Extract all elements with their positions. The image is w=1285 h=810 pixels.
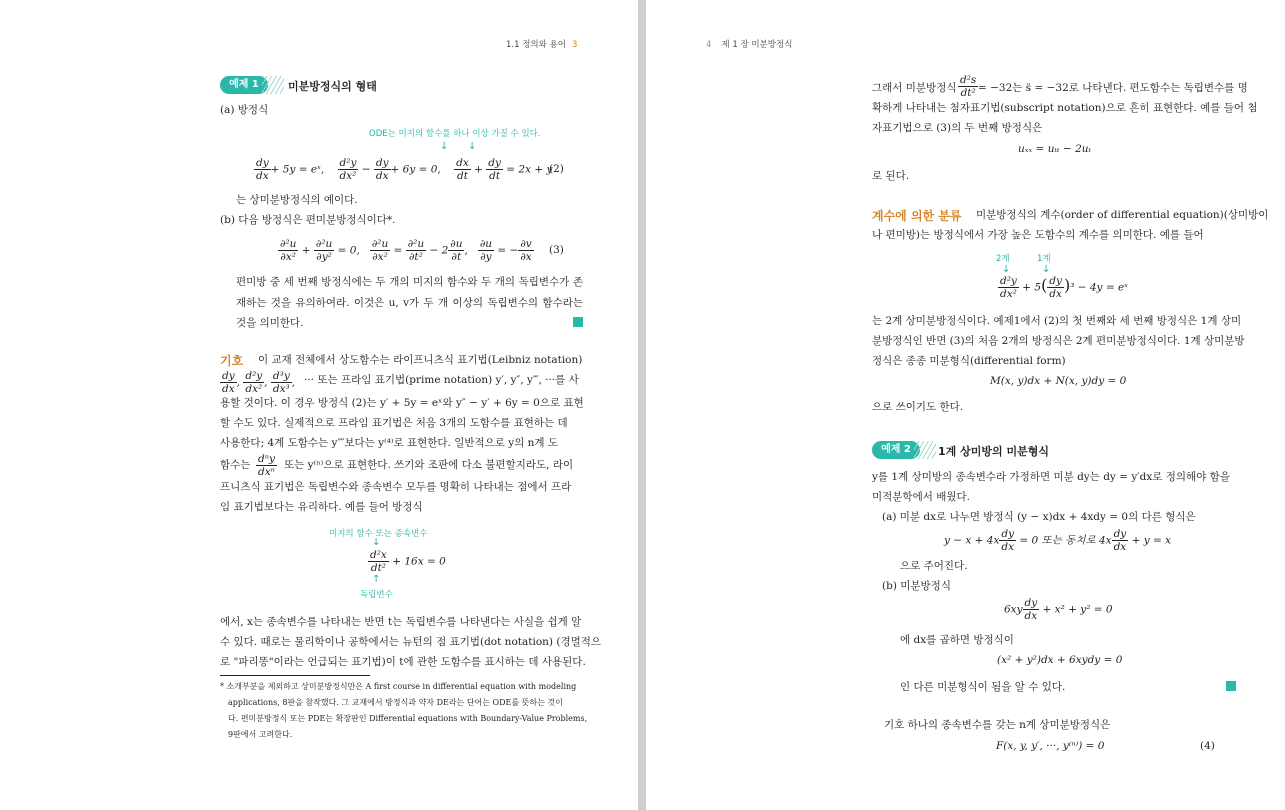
nth-derivative: $\frac{\text{dⁿy}}{\text{dxⁿ}}$ [258,453,275,478]
example-1-b-label: (b) 다음 방정식은 편미분방정식이다*. [220,214,396,226]
order-after: 으로 쓰이기도 한다. [872,401,964,413]
top-line-3: 자표기법으로 (3)의 두 번째 방정식은 [872,122,1043,134]
equation-3: $\frac{\text{∂²u}}{\text{∂x²}}$ + $\frac{\text{∂²u}}{\text{∂y²}}$ = 0, $\frac{\text{∂²u}}{\text{∂x²}}$ = $\frac{\text{∂²u}}{\text{∂t²}}$ − 2 $\frac{\partial u}{\partial t}$ , $\frac{\partial u}{\partial y}$ = − $\frac{\partial v}{\partial x}$ [280,238,532,263]
top-line-1-start: 그래서 미분방정식 [872,82,957,94]
example-2-b: (b) 미분방정식 [882,580,951,592]
notation-line-10: 수 있다. 때로는 물리학이나 공학에서는 뉴턴의 점 표기법(dot notation) (경멸적으 [220,636,602,648]
order-p3: 정식은 종종 미분형식(differential form) [872,355,1066,367]
example-2-a: (a) 미분 dx로 나누면 방정식 (y − x)dx + 4xdy = 0의 다른 형식은 [882,511,1196,523]
order-example-equation: $\frac{\text{d²y}}{\text{dx²}}$ + 5( $\frac{dy}{dx}$ )³ − 4y = eˣ [1000,275,1128,300]
top-line-1-end: = −32는 s̈ = −32로 나타낸다. 편도함수는 독립변수를 명 [978,82,1248,94]
notation-line-6: 또는 y⁽ⁿ⁾으로 표현한다. 쓰기와 조판에 다소 불편할지라도, 라이 [284,459,574,471]
notation-line-1: 이 교재 전체에서 상도함수는 라이프니츠식 표기법(Leibniz notation) [258,354,583,366]
notation-line-3: 용할 것이다. 이 경우 방정식 (2)는 y′ + 5y = eˣ와 y″ − y′ + 6y = 0으로 표현 [220,397,584,409]
eq3-number: (3) [549,244,564,256]
order-term: 계수에 의한 분류 [872,209,962,223]
label-first-order: 1계 [1037,254,1051,264]
example-2-a-after: 으로 주어진다. [900,560,968,572]
footnote-line-4: 9판에서 고려한다. [228,730,293,739]
end-of-example-mark [1226,681,1236,691]
order-p2: 분방정식인 반면 (3)의 처음 2개의 방정식은 2계 편미분방정식이다. 1계 상미분방 [872,335,1245,347]
end-of-example-mark [573,317,583,327]
example-2-line-1: y를 1계 상미방의 종속변수라 가정하면 미분 dy는 dy = y′dx로 정의해야 함을 [872,471,1230,483]
footnote-rule [220,675,370,676]
top-after: 로 된다. [872,170,910,182]
example-1-title: 미분방정식의 형태 [288,80,377,93]
order-eq-tail: − 4y = eˣ [1077,281,1128,294]
arrow-down-icon: ↓ [372,537,381,548]
example-equation-rhs: + 16x = 0 [392,555,446,568]
differential-form-equation: M(x, y)dx + N(x, y)dy = 0 [990,375,1127,387]
running-header-left [506,38,577,50]
equation-2: $\frac{dy}{dx}$ + 5y = eˣ, $\frac{\text{d²y}}{\text{dx²}}$ − $\frac{dy}{dx}$ + 6y = 0, $\frac{dx}{dt}$ + $\frac{dy}{dt}$ = 2x + y [256,157,553,182]
example-2-b-equation-2: (x² + y²)dx + 6xydy = 0 [997,654,1123,666]
eq2-number: (2) [549,163,564,175]
notation-line-7: 프니츠식 표기법은 독립변수와 종속변수 모두를 명확히 나타내는 점에서 프라 [220,481,572,493]
notation-line-6-prefix: 함수는 [220,459,251,471]
general-form-equation: F(x, y, y′, ···, y⁽ⁿ⁾) = 0 [996,740,1105,752]
example-2-badge: 예제 2 [872,441,920,459]
arrow-up-icon: ↑ [372,574,381,585]
example-2-a-equation: y − x + 4x $\frac{dy}{dx}$ = 0 또는 동치로 4x $\frac{dy}{dx}$ + y = x [944,528,1172,553]
d2s-dt2: $\frac{\text{d²s}}{\text{dt²}}$ [960,74,977,99]
example-1-paragraph: 편미방 중 세 번째 방정식에는 두 개의 미지의 함수와 두 개의 독립변수가 존재하는 것을 유의하여라. 이것은 u, v가 두 개 이상의 독립변수의 함수라는 것을 의미한다. [236,276,583,329]
eq2-term1: + 5y = eˣ, [270,163,325,176]
dependent-variable-note: 미지의 함수 또는 종속변수 [329,529,428,539]
label-second-order: 2계 [996,254,1010,264]
arrow-down-icon: ↓ [1042,264,1051,275]
subscript-equation: uₓₓ = uₜₜ − 2uₜ [1018,143,1092,155]
footnote-line-2: applications, 8판을 참작했다. 그 교재에서 방정식과 약자 DE라는 단어는 ODE를 뜻하는 것이 [228,698,563,707]
example-1-badge: 예제 1 [220,76,268,94]
arrow-down-icon: ↓ [468,141,477,152]
page-number-right: 4 [706,40,712,50]
example-1-a-label: (a) 방정식 [220,104,269,116]
notation-derivatives: $\frac{dy}{dx}$ , $\frac{\text{d²y}}{\text{dx²}}$ , $\frac{\text{d³y}}{\text{dx³}}$ , [222,370,296,395]
book-gutter [638,0,646,810]
independent-variable-note: 독립변수 [360,590,393,600]
right-page [646,0,1285,810]
example-2-line-2: 미적분학에서 배웠다. [872,491,970,503]
notation-line-9: 에서, x는 종속변수를 나타내는 반면 t는 독립변수를 나타낸다는 사실을 쉽게 알 [220,616,582,628]
top-line-2: 확하게 나타내는 첨자표기법(subscript notation)으로 흔히 표현한다. 예를 들어 첨 [872,102,1258,114]
nth-order-intro: 기호 하나의 종속변수를 갖는 n계 상미분방정식은 [884,719,1111,731]
order-line-1: 미분방정식의 계수(order of differential equation)(상미방이 [976,209,1269,221]
left-page [0,0,638,810]
eq4-number: (4) [1200,740,1215,752]
order-line-2: 나 편미방)는 방정식에서 가장 높은 도함수의 계수를 의미한다. 예를 들어 [872,229,1204,241]
notation-line-2: ··· 또는 프라임 표기법(prime notation) y′, y″, y‴, ···를 사 [304,374,579,386]
example-2-b-mid: 에 dx를 곱하면 방정식이 [900,634,1014,646]
ode-note: ODE는 미지의 함수를 하나 이상 가질 수 있다. [369,129,541,139]
eq2-term3: = 2x + y [506,163,553,176]
badge-hatch [914,441,936,459]
footnote-line-3: 다. 편미분방정식 또는 PDE는 확장판인 Differential equations with Boundary-Value Problems, [228,714,588,723]
header-section: 1.1 정의와 용어 [506,40,566,50]
page-number-left: 3 [571,40,578,50]
footnote-line-1: * 소개부분을 제외하고 상미분방정식만은 A first course in differential equation with modeling [220,682,577,691]
example-1-a-after: 는 상미분방정식의 예이다. [236,194,358,206]
order-p1: 는 2계 상미분방정식이다. 예제1에서 (2)의 첫 번째와 세 번째 방정식은 1계 상미 [872,315,1242,327]
arrow-down-icon: ↓ [440,141,449,152]
header-chapter: 제 1 장 미분방정식 [721,40,793,50]
eq2-term2: + 6y = 0, [390,163,441,176]
example-2-b-after: 인 다른 미분형식이 됨을 알 수 있다. [900,681,1066,693]
notation-term: 기호 [220,354,244,368]
notation-line-4: 할 수도 있다. 실제적으로 프라임 표기법은 처음 3개의 도함수를 표현하는 데 [220,417,568,429]
notation-line-5: 사용한다; 4계 도함수는 y⁗보다는 y⁽⁴⁾로 표현한다. 일반적으로 y의 n계 도 [220,437,559,449]
notation-line-8: 임 표기법보다는 유리하다. 예를 들어 방정식 [220,501,423,513]
example-2-b-equation: 6xy $\frac{dy}{dx}$ + x² + y² = 0 [1004,597,1113,622]
arrow-down-icon: ↓ [1002,264,1011,275]
example-equation: $\frac{\text{d²x}}{\text{dt²}}$ + 16x = 0 [370,549,446,574]
running-header-right [706,38,792,50]
badge-hatch [262,76,284,94]
example-2-title: 1계 상미방의 미분형식 [938,445,1049,458]
notation-line-11: 로 "파리똥"이라는 언급되는 표기법)이 t에 관한 도함수를 표시하는 데 사용된다. [220,656,586,668]
